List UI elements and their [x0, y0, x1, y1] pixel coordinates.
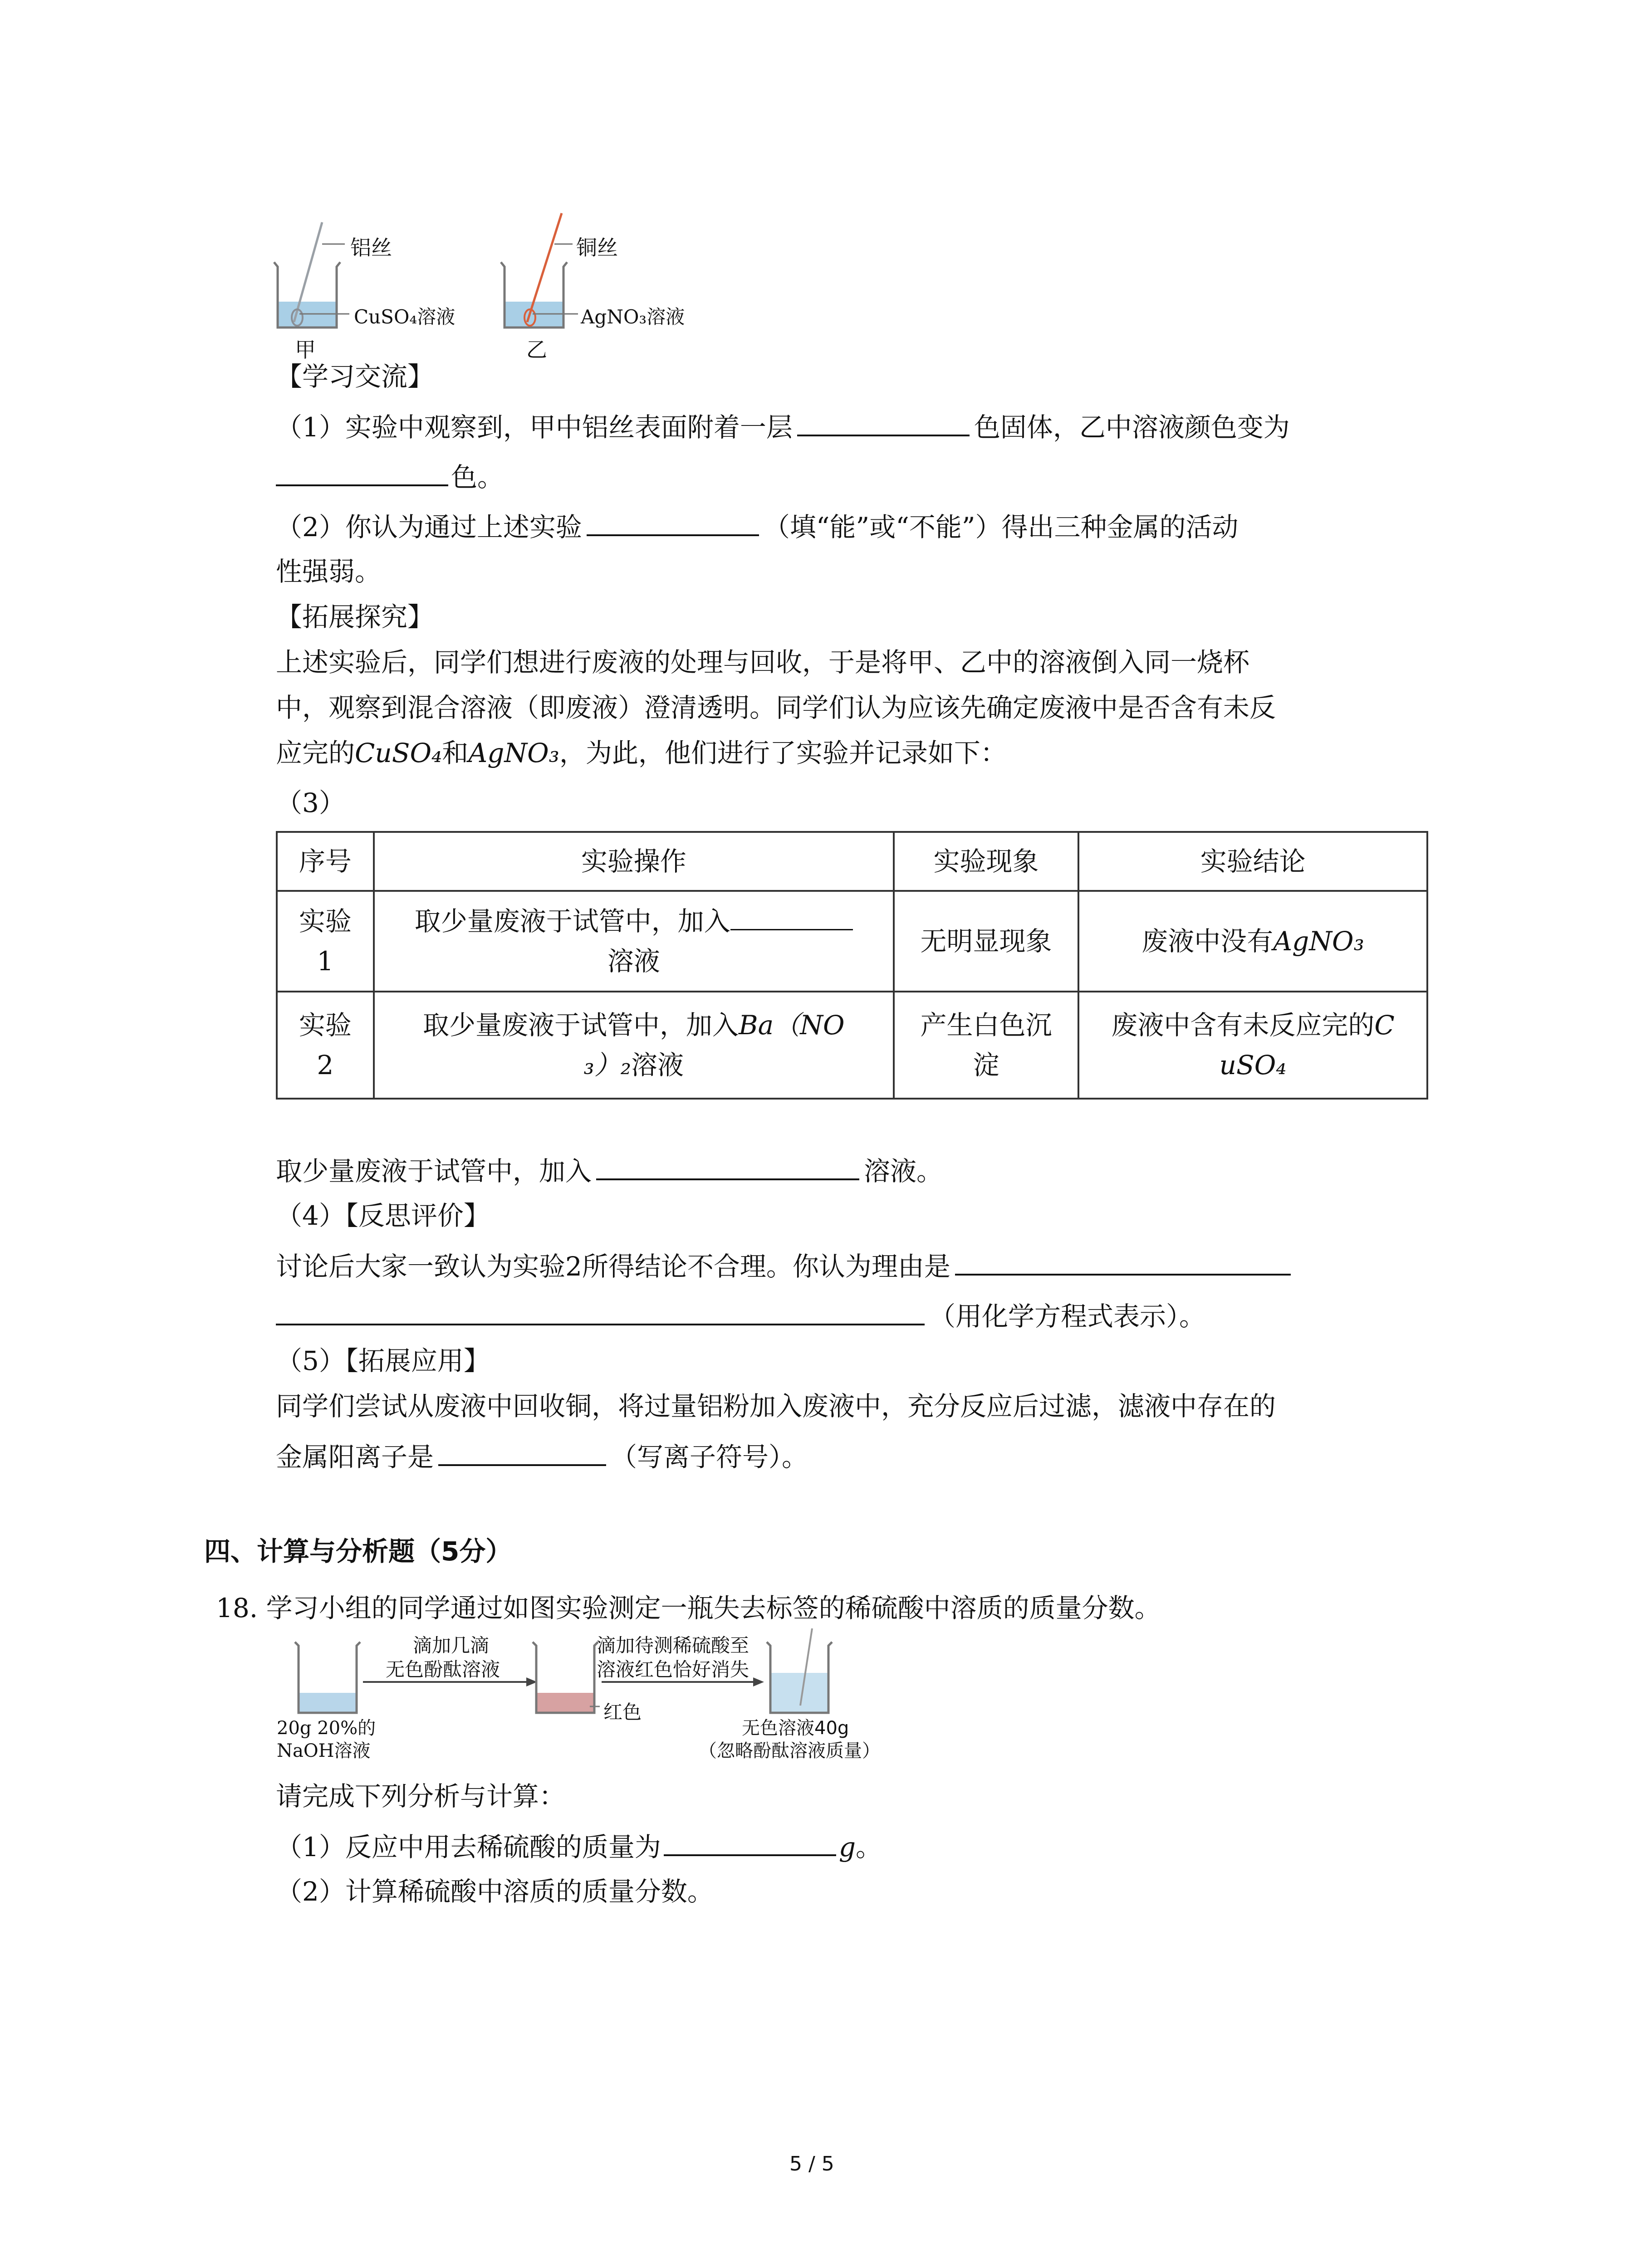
header-cell: 序号 [277, 832, 374, 891]
tuozhan-para-2: 中，观察到混合溶液（即废液）澄清透明。同学们认为应该先确定废液中是否含有未反 [276, 692, 1276, 723]
table-cell-concl: 废液中没有AgNO₃ [1078, 891, 1427, 992]
beaker-naoh-icon [295, 1642, 360, 1713]
table-op-blank[interactable] [730, 906, 853, 930]
beaker-jia-icon [274, 222, 349, 327]
unit-g: g [838, 1832, 856, 1862]
table-row [277, 992, 1427, 1099]
page-number: 5 / 5 [789, 2152, 834, 2175]
q1-blank-color-solid[interactable] [797, 408, 970, 436]
tuozhan-para-3 [276, 735, 1007, 771]
a1-text: 取少量废液于试管中，加入 [276, 1156, 592, 1187]
calc-question-2: （2）计算稀硫酸中溶质的质量分数。 [276, 1876, 714, 1907]
table-cell-op: 取少量废液于试管中，加入Ba（NO ₃）₂溶液 [374, 992, 894, 1099]
arrow1-text-b: 无色酚酞溶液 [386, 1658, 500, 1681]
colorless-label-a: 无色溶液40g [742, 1718, 849, 1739]
wire-jia-label: 铝丝 [350, 235, 392, 260]
question-5: （5）【拓展应用】 [276, 1345, 490, 1376]
naoh-label-a: 20g 20%的 [277, 1718, 376, 1739]
s1-text-a: （1）反应中用去稀硫酸的质量为 [276, 1832, 661, 1862]
q2-text-b: （填“能”或“不能”）得出三种金属的活动 [763, 512, 1239, 543]
calc-intro: 请完成下列分析与计算： [276, 1781, 566, 1812]
answer-line-reagent [276, 1152, 943, 1189]
question-4: （4）【反思评价】 [276, 1200, 490, 1231]
q2-text-a: （2）你认为通过上述实验 [276, 512, 582, 543]
arrow1-text-a: 滴加几滴 [413, 1634, 490, 1657]
question-1-cont [276, 458, 504, 495]
s1-text-c: 。 [856, 1832, 882, 1862]
solution-yi-label: AgNO₃溶液 [581, 306, 685, 328]
q5-text-a: 金属阳离子是 [276, 1442, 434, 1472]
beaker-yi-caption: 乙 [526, 337, 547, 362]
header-cell: 实验结论 [1078, 832, 1427, 891]
formula-agno3: AgNO₃ [468, 738, 559, 768]
naoh-label-b: NaOH溶液 [277, 1740, 371, 1761]
table-cell-no: 实验 2 [277, 992, 374, 1099]
a2-text: 溶液。 [864, 1156, 943, 1187]
question-3: （3） [276, 787, 345, 818]
table-cell-phen: 无明显现象 [894, 891, 1078, 992]
q1-text-c: 色。 [451, 462, 504, 493]
q4-text-a: 讨论后大家一致认为实验2所得结论不合理。你认为理由是 [276, 1251, 950, 1282]
question-18: 18. 学习小组的同学通过如图实验测定一瓶失去标签的稀硫酸中溶质的质量分数。 [216, 1593, 1161, 1623]
beaker-red-icon [533, 1642, 600, 1713]
table-cell-phen: 产生白色沉 淀 [894, 992, 1078, 1099]
section-4-title: 四、计算与分析题（5分） [204, 1536, 512, 1567]
q4-blank-b[interactable] [276, 1297, 925, 1325]
table-cell-no: 实验 1 [277, 891, 374, 992]
calc-question-1 [276, 1828, 882, 1865]
q1-text-b: 色固体，乙中溶液颜色变为 [974, 412, 1290, 443]
question-4-cont [276, 1297, 1205, 1334]
beaker-colorless-icon [767, 1628, 832, 1713]
arrow2-text-a: 滴加待测稀硫酸至 [597, 1634, 749, 1657]
titration-figure [272, 1624, 907, 1724]
beaker-jia-caption: 甲 [295, 337, 316, 362]
p3-text-a: 应完的 [276, 738, 355, 768]
tuozhan-para-1: 上述实验后，同学们想进行废液的处理与回收，于是将甲、乙中的溶液倒入同一烧杯 [276, 647, 1250, 678]
p3-text-e: ，为此，他们进行了实验并记录如下： [559, 738, 1007, 768]
beaker-experiment-figure [268, 209, 721, 367]
q2-blank[interactable] [587, 508, 759, 536]
header-cell: 实验操作 [374, 832, 894, 891]
q4-text-b: （用化学方程式表示）。 [929, 1301, 1206, 1332]
wire-yi-label: 铜丝 [576, 235, 618, 260]
header-cell: 实验现象 [894, 832, 1078, 891]
sulfuric-acid-mass-blank[interactable] [664, 1828, 836, 1856]
table-header-row [277, 832, 1427, 891]
question-5-cont [276, 1438, 808, 1475]
table-cell-op: 取少量废液于试管中，加入 溶液 [374, 891, 894, 992]
solution-jia-label: CuSO₄溶液 [354, 306, 456, 328]
table-cell-concl: 废液中含有未反应完的C uSO₄ [1078, 992, 1427, 1099]
experiment-table [276, 831, 1428, 1100]
colorless-label-b: （忽略酚酞溶液质量） [699, 1740, 880, 1761]
arrow2-text-b: 溶液红色恰好消失 [597, 1658, 749, 1681]
beaker-yi-icon [501, 213, 578, 327]
question-5-para: 同学们尝试从废液中回收铜，将过量铝粉加入废液中，充分反应后过滤，滤液中存在的 [276, 1391, 1276, 1422]
question-2 [276, 508, 1239, 545]
question-2-cont: 性强弱。 [276, 556, 382, 587]
q1-blank-solution-color[interactable] [276, 458, 448, 486]
p3-text-c: 和 [442, 738, 469, 768]
tuozhan-heading: 【拓展探究】 [276, 601, 434, 632]
q5-blank[interactable] [438, 1438, 606, 1466]
reagent-blank[interactable] [596, 1152, 859, 1180]
question-4-para [276, 1247, 1291, 1285]
question-1 [276, 408, 1290, 445]
formula-cuso4: CuSO₄ [355, 738, 442, 768]
table-row [277, 891, 1427, 992]
q4-blank-a[interactable] [955, 1247, 1291, 1276]
q5-text-b: （写离子符号）。 [611, 1442, 808, 1472]
red-label: 红色 [603, 1701, 642, 1723]
xuexi-heading: 【学习交流】 [276, 361, 434, 392]
q1-text-a: （1）实验中观察到，甲中铝丝表面附着一层 [276, 412, 793, 443]
